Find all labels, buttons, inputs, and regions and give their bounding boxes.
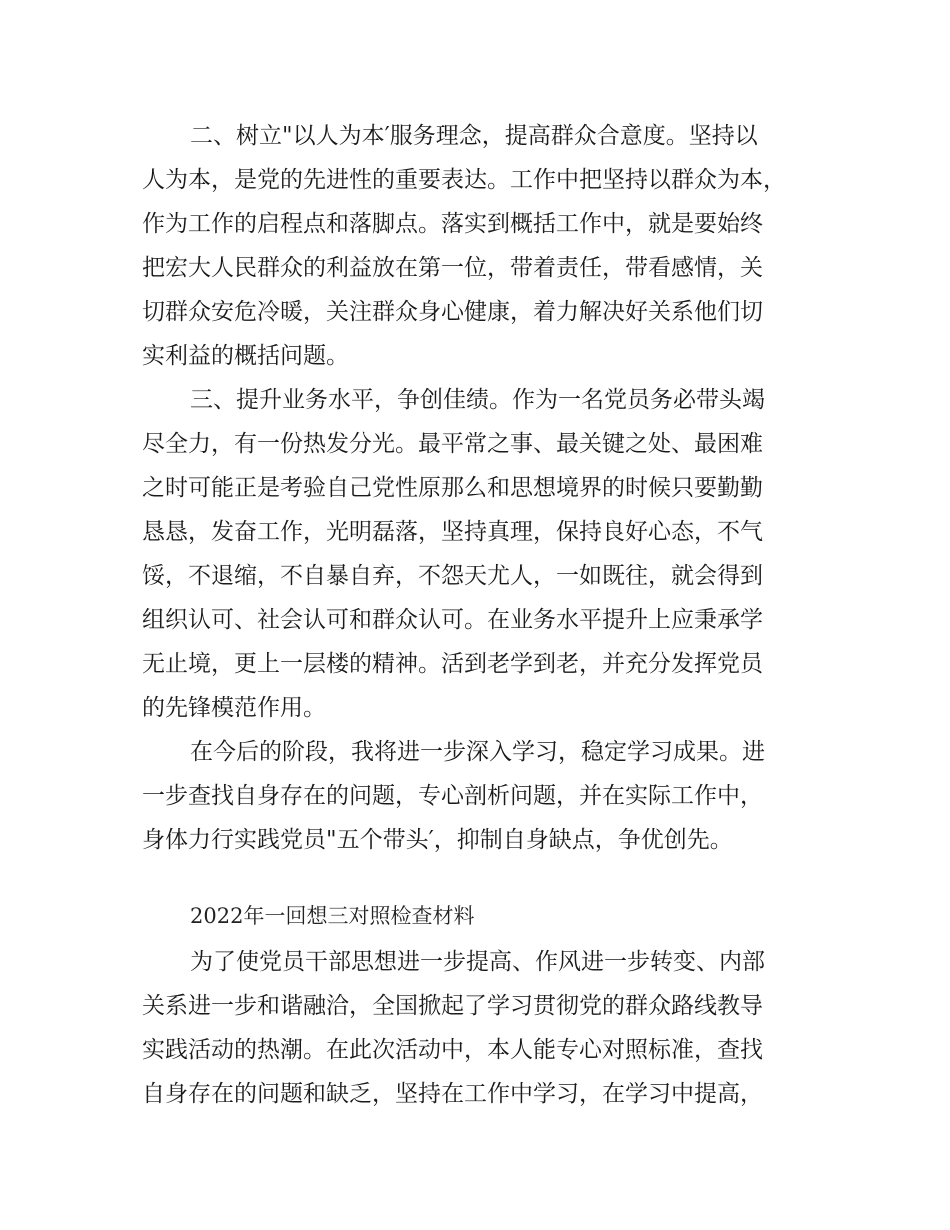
paragraph-line: 馁，不退缩，不自暴自弃，不怨天尤人，一如既往，就会得到 — [142, 563, 763, 589]
paragraph-line: 的先锋模范作用。 — [142, 695, 326, 721]
paragraph-line: 二、树立"以人为本′服务理念，提高群众合意度。坚持以 — [190, 123, 758, 149]
paragraph-line: 一步查找自身存在的问题，专心剖析问题，并在实际工作中， — [142, 783, 763, 809]
paragraph-line: 之时可能正是考验自己党性原那么和思想境界的时候只要勤勤 — [142, 475, 763, 501]
paragraph-line: 无止境，更上一层楼的精神。活到老学到老，并充分发挥党员 — [142, 651, 763, 677]
document-title: 2022年一回想三对照检查材料 — [190, 904, 475, 928]
paragraph-line: 身体力行实践党员"五个带头′，抑制自身缺点，争优创先。 — [142, 827, 733, 853]
paragraph-line: 恳恳，发奋工作，光明磊落，坚持真理，保持良好心态，不气 — [142, 519, 763, 545]
paragraph-line: 人为本，是党的先进性的重要表达。工作中把坚持以群众为本， — [142, 167, 786, 193]
paragraph-line: 实践活动的热潮。在此次活动中，本人能专心对照标准，查找 — [142, 1037, 763, 1063]
paragraph-line: 在今后的阶段，我将进一步深入学习，稳定学习成果。进 — [190, 739, 765, 765]
paragraph-line: 切群众安危冷暖，关注群众身心健康，着力解决好关系他们切 — [142, 299, 763, 325]
paragraph-line: 组织认可、社会认可和群众认可。在业务水平提升上应秉承学 — [142, 607, 763, 633]
paragraph-line: 关系进一步和谐融洽，全国掀起了学习贯彻党的群众路线教导 — [142, 993, 763, 1019]
paragraph-line: 作为工作的启程点和落脚点。落实到概括工作中，就是要始终 — [142, 211, 763, 237]
paragraph-line: 三、提升业务水平，争创佳绩。作为一名党员务必带头竭 — [190, 387, 765, 413]
paragraph-line: 把宏大人民群众的利益放在第一位，带着责任，带看感情，关 — [142, 255, 763, 281]
paragraph-line: 自身存在的问题和缺乏，坚持在工作中学习，在学习中提高， — [142, 1081, 763, 1107]
paragraph-line: 为了使党员干部思想进一步提高、作风进一步转变、内部 — [190, 949, 765, 975]
paragraph-line: 尽全力，有一份热发分光。最平常之事、最关键之处、最困难 — [142, 431, 763, 457]
paragraph-line: 实利益的概括问题。 — [142, 343, 349, 369]
